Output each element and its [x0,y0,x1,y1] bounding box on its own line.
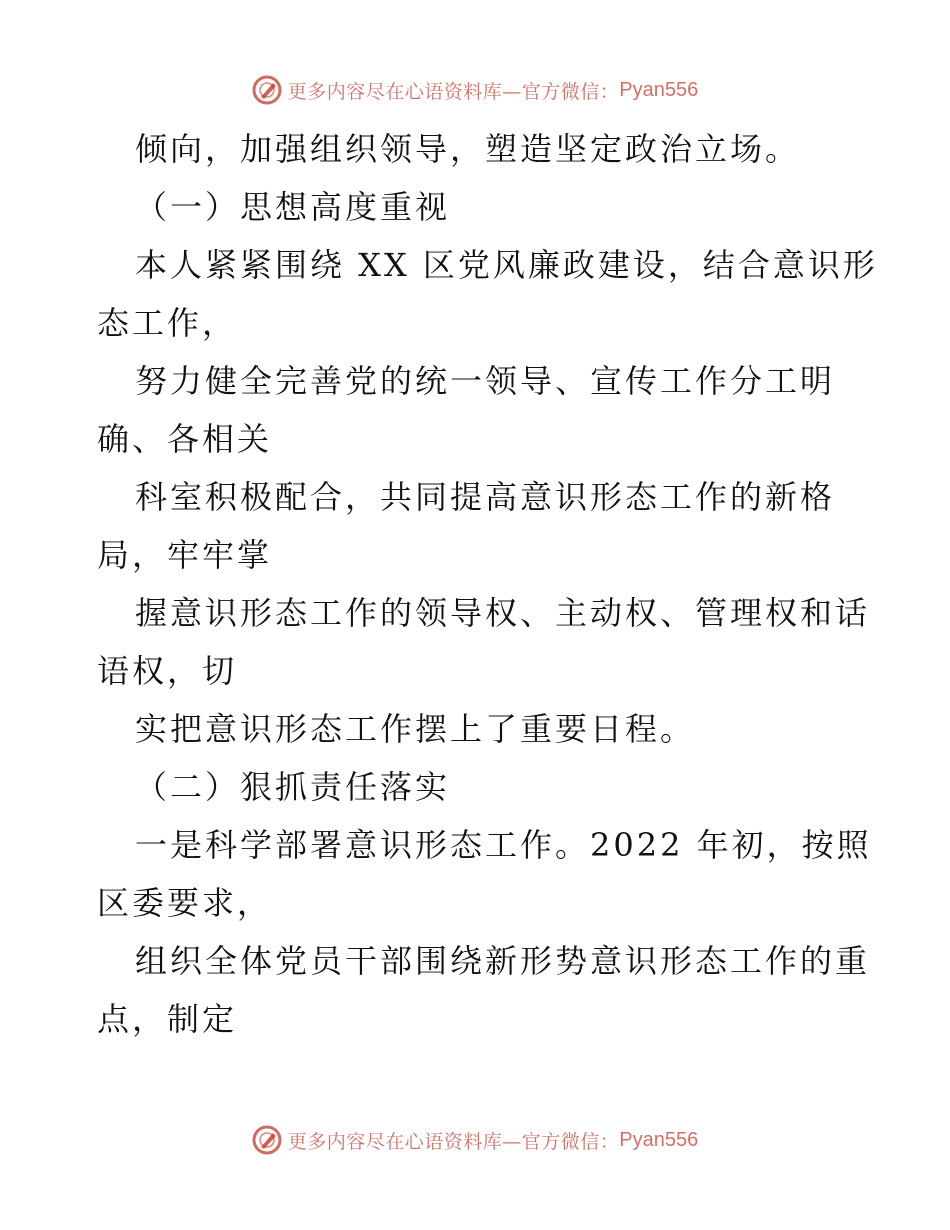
watermark-wechat-id: Pyan556 [619,1128,699,1151]
header-watermark [0,70,950,110]
text-line: 科室积极配合，共同提高意识形态工作的新格 [135,478,836,516]
text-line: 一是科学部署意识形态工作。2022 年初，按照 [135,826,872,864]
document-body [97,120,878,1048]
watermark-text: 更多内容尽在心语资料库—官方微信： [287,80,620,103]
text-line: 组织全体党员干部围绕新形势意识形态工作的重 [135,942,871,980]
text-line: 努力健全完善党的统一领导、宣传工作分工明 [135,362,836,400]
text-line: 确、各相关 [97,420,273,458]
text-line: 本人紧紧围绕 XX 区党风廉政建设，结合意识形 [135,246,878,284]
text-line: 实把意识形态工作摆上了重要日程。 [135,710,696,748]
text-line: 倾向，加强组织领导，塑造坚定政治立场。 [135,130,801,168]
text-line: 区委要求， [97,884,273,922]
text-line: 态工作， [97,304,238,342]
watermark-wechat-id: Pyan556 [619,78,699,101]
pen-logo-icon [252,75,282,105]
section-heading: （二）狠抓责任落实 [135,768,451,806]
text-line: 握意识形态工作的领导权、主动权、管理权和话 [135,594,871,632]
pen-logo-icon [252,1125,282,1155]
text-line: 点，制定 [97,1000,238,1038]
text-line: 局，牢牢掌 [97,536,273,574]
watermark-text: 更多内容尽在心语资料库—官方微信： [287,1130,620,1153]
text-line: 语权，切 [97,652,238,690]
footer-watermark [0,1120,950,1160]
section-heading: （一）思想高度重视 [135,188,451,226]
